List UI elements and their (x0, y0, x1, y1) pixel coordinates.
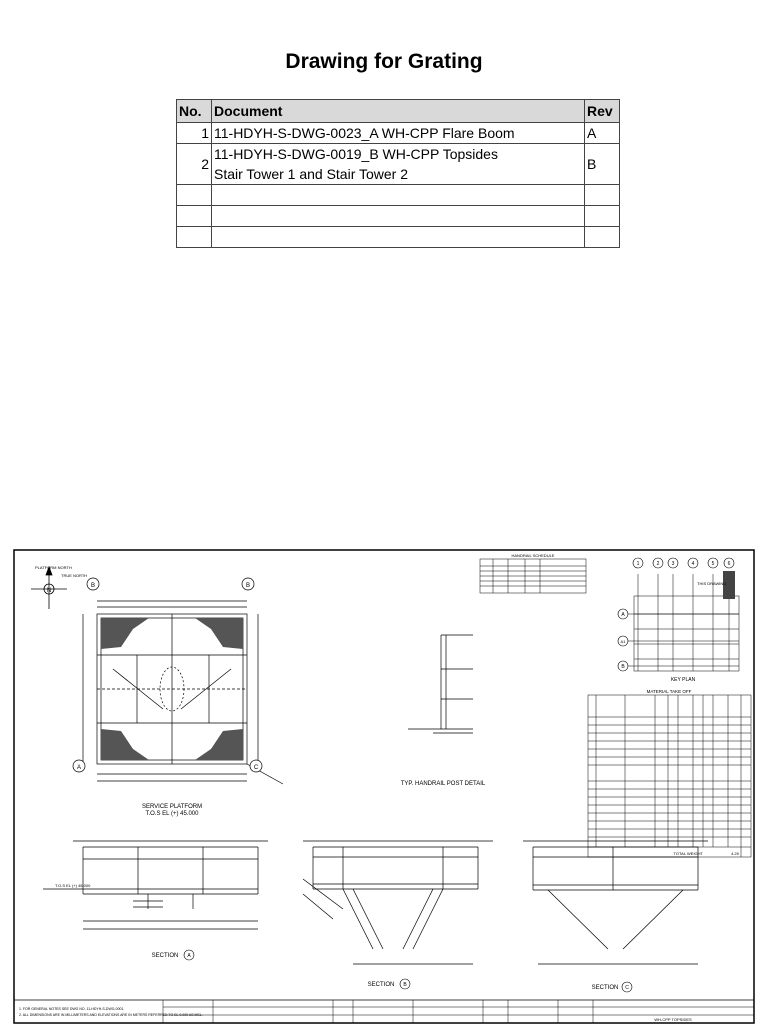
section-marker-label: B (90, 583, 96, 589)
grid-label: 2 (656, 561, 660, 567)
section-marker-label: C (253, 765, 259, 771)
material-takeoff-title: MATERIAL TAKE OFF (646, 689, 692, 694)
table-row-empty (177, 227, 620, 248)
column-header-rev: Rev (585, 100, 620, 123)
grid-label: A1 (620, 639, 626, 644)
section-marker-label: A (76, 765, 82, 771)
row-revision: B (585, 144, 620, 185)
engineering-drawing (13, 549, 755, 1024)
handrail-post-detail (408, 635, 473, 733)
total-weight-value: 4.25 (731, 851, 739, 856)
handrail-schedule-title: HANDRAIL SCHEDULE (511, 553, 555, 558)
key-plan-title: KEY PLAN (670, 677, 696, 683)
drawing-note: 1. FOR GENERAL NOTES SEE DWG NO. 11-HDYH-S-DWG-0001. (19, 1007, 125, 1011)
handrail-schedule-table (480, 559, 586, 593)
this-drawing-label: THIS DRAWING (697, 581, 727, 586)
title-block-heading: WH-CPP TOPSIDES (654, 1017, 692, 1022)
total-weight-label: TOTAL WEIGHT (673, 851, 703, 856)
section-c-label: C (625, 985, 629, 991)
row-revision: A (585, 123, 620, 144)
section-marker-label: B (245, 583, 251, 589)
plan-elevation: T.O.S EL (+) 45.000 (145, 811, 199, 817)
row-number: 2 (177, 144, 212, 185)
row-number: 1 (177, 123, 212, 144)
key-plan (620, 574, 739, 671)
table-row (177, 144, 620, 185)
drawing-note: 2. ALL DIMENSIONS ARE IN MILLIMETERS AND ELEVATIONS ARE IN METERS REFERRED TO EL 0.000 AS MSL. (19, 1013, 203, 1017)
section-elevation-label: T.O.S EL (+) 45.000 (55, 883, 91, 888)
key-plan-grid-bubbles (618, 558, 734, 671)
grid-label: B (621, 664, 625, 670)
grid-label: 6 (727, 561, 731, 567)
section-b-title: SECTION (367, 982, 395, 988)
document-table (176, 99, 620, 248)
row-document (212, 144, 585, 185)
table-row (177, 123, 620, 144)
table-row-empty (177, 185, 620, 206)
page-title: Drawing for Grating (285, 50, 483, 73)
section-b-view (303, 841, 493, 964)
grid-label: 5 (711, 561, 715, 567)
grid-label: A (621, 612, 625, 618)
plan-title: SERVICE PLATFORM (141, 804, 203, 810)
table-header-row (177, 100, 620, 123)
column-header-document: Document (212, 100, 585, 123)
column-header-no: No. (177, 100, 212, 123)
row-document-line: Stair Tower 1 and Stair Tower 2 (214, 166, 409, 182)
grid-label: 1 (636, 561, 640, 567)
grid-label: 3 (671, 561, 675, 567)
row-document-line: 11-HDYH-S-DWG-0019_B WH-CPP Topsides (214, 146, 498, 162)
table-row-empty (177, 206, 620, 227)
section-b-label: B (403, 982, 407, 988)
section-a-title: SECTION (151, 953, 179, 959)
post-detail-title: TYP. HANDRAIL POST DETAIL (400, 781, 486, 787)
section-c-title: SECTION (591, 985, 619, 991)
material-takeoff-table (588, 695, 751, 857)
platform-north-label: PLATFORM NORTH (35, 565, 72, 570)
true-north-label: TRUE NORTH (61, 573, 88, 578)
row-document: 11-HDYH-S-DWG-0023_A WH-CPP Flare Boom (212, 123, 585, 144)
section-c-view (523, 841, 708, 964)
north-marker: N (46, 588, 52, 594)
section-a-label: A (187, 953, 191, 959)
grid-label: 4 (691, 561, 695, 567)
